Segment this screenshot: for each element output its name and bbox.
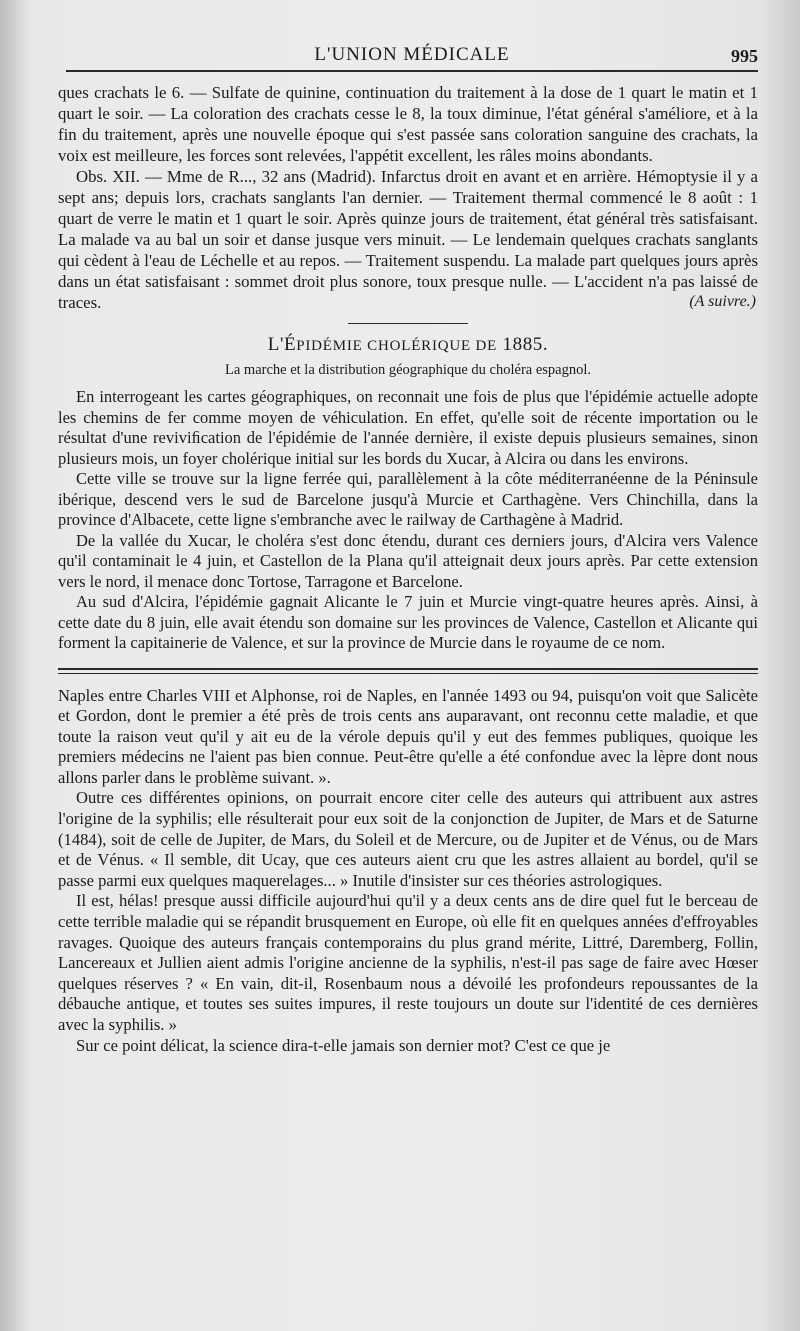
section-paragraph: Au sud d'Alcira, l'épidémie gagnait Alicante le 7 juin et Murcie vingt-quatre heures après. Ainsi, à cette date du 8 juin, elle avait étendu son domaine sur les provinces de Valence, Castellon et Alicante qui forment la capitainerie de Valence, et sur la province de Murcie dans le royaume de ce nom. bbox=[58, 592, 758, 652]
section-title-smallcaps: PIDÉMIE CHOLÉRIQUE DE bbox=[296, 338, 498, 354]
journal-title: L'UNION MÉDICALE bbox=[314, 44, 510, 65]
feuilleton-divider bbox=[58, 668, 758, 674]
observation-paragraph: Obs. XII. — Mme de R..., 32 ans (Madrid). Infarctus droit en avant et en arrière. Hémoptysie il y a sept ans; depuis lors, crachats sanglants l'an dernier. — Traitement thermal commencé le 8 août : 1 quart de verre le matin et 1 quart le soir. Après quinze jours de traitement, état général très satisfaisant. La malade va au bal un soir et danse jusque vers minuit. — Le lendemain quelques crachats sanglants qui cèdent à l'eau de Léchelle et au repos. — Traitement suspendu. La malade part quelques jours après dans un état satisfaisant : sommet droit plus sonore, toux presque nulle. — L'accident n'a pas laissé de traces. bbox=[58, 167, 758, 312]
section-paragraph: De la vallée du Xucar, le choléra s'est donc étendu, durant ces derniers jours, d'Alcira vers Valence qu'il contaminait le 4 juin, et Castellon de la Plana qu'il atteignait deux jours après. Par cette extension vers le nord, il menace donc Tortose, Tarragone et Barcelone. bbox=[58, 530, 758, 591]
section-paragraph: Cette ville se trouve sur la ligne ferrée qui, parallèlement à la côte méditerranéenne de la Péninsule ibérique, descend vers le sud de Barcelone jusqu'à Murcie et Carthagène. Vers Chinchilla, dans la province d'Albacete, cette ligne s'embranche avec le railway de Carthagène à Madrid. bbox=[58, 469, 758, 529]
feuilleton-paragraph: Sur ce point délicat, la science dira-t-elle jamais son dernier mot? C'est ce que je bbox=[76, 1035, 611, 1055]
page-number: 995 bbox=[731, 46, 758, 66]
running-header bbox=[66, 40, 758, 72]
section-subtitle: La marche et la distribution géographique du choléra espagnol. bbox=[225, 362, 591, 378]
feuilleton-paragraph: Il est, hélas! presque aussi difficile aujourd'hui qu'il y a deux cents ans de dire quel fut le berceau de cette terrible maladie qui se répandit brusquement en Europe, où elle fit en quelques années d'effroyables ravages. Quoique des auteurs français contemporains du plus grand mérite, Littré, Daremberg, Follin, Lancereaux et Jullien aient admis l'origine ancienne de la syphilis, n'est-il pas sage de faire avec Hœser quelques réserves ? « En vain, dit-il, Rosenbaum nous a dévoilé les profondeurs repoussantes de la débauche antique, et toutes ses suites impures, il reste toujours un doute sur l'identité de ces dernières avec la syphilis. » bbox=[58, 891, 758, 1034]
feuilleton-paragraph: Naples entre Charles VIII et Alphonse, roi de Naples, en l'année 1493 ou 94, puisqu'on voit que Salicète et Gordon, dont le premier a été près de trois cents ans auparavant, ont reconnu cette maladie, et que toute la raison veut qu'il y ait eu de la vérole depuis qu'il y eut des femmes publiques, quoique les premiers médecins ne l'aient pas bien connue. Peut-être qu'elle a été confondue avec la lèpre dont nous allons parler dans le problème suivant. ». bbox=[58, 685, 758, 787]
section-paragraph: En interrogeant les cartes géographiques, on reconnait une fois de plus que l'épidémie actuelle adopte les chemins de fer comme moyen de véhiculation. En effet, qu'elle soit de récente importation ou le résultat d'une reviviﬁcation de l'épidémie de l'année dernière, il existe depuis plusieurs semaines, sinon plusieurs mois, un foyer cholérique initial sur les bords du Xucar, à Alcira ou dans les environs. bbox=[58, 387, 758, 468]
observation-paragraph: ques crachats le 6. — Sulfate de quinine, continuation du traitement à la dose de 1 quart le matin et 1 quart le soir. — La coloration des crachats cesse le 8, la toux diminue, l'état général s'améliore, et à la fin du traitement, après une nouvelle époque qui s'est passée sans coloration sanguine des crachats, la voix est meilleure, les forces sont relevées, l'appétit excellent, les râles moins abondants. bbox=[58, 83, 758, 165]
feuilleton-block bbox=[58, 686, 758, 1057]
section-body bbox=[58, 387, 758, 654]
section-title-initial: L'É bbox=[267, 334, 297, 355]
observation-block bbox=[58, 82, 758, 311]
section-title-year: 1885. bbox=[502, 334, 549, 355]
to-be-continued: (A suivre.) bbox=[689, 293, 756, 310]
section-divider bbox=[348, 323, 468, 324]
section-title bbox=[58, 334, 758, 356]
feuilleton-paragraph: Outre ces différentes opinions, on pourrait encore citer celle des auteurs qui attribuent aux astres l'origine de la syphilis; elle résulterait pour eux soit de la conjonction de Jupiter, de Mars et de Saturne (1484), soit de celle de Jupiter, de Mars, du Soleil et de Mercure, ou de Jupiter et de Vénus, ou de Mars et de Vénus. « Il semble, dit Ucay, que ces auteurs aient cru que les astres allaient au bordel, qu'il se passe parmi eux quelques maquerelages... » Inutile d'insister sur ces théories astrologiques. bbox=[58, 788, 758, 890]
